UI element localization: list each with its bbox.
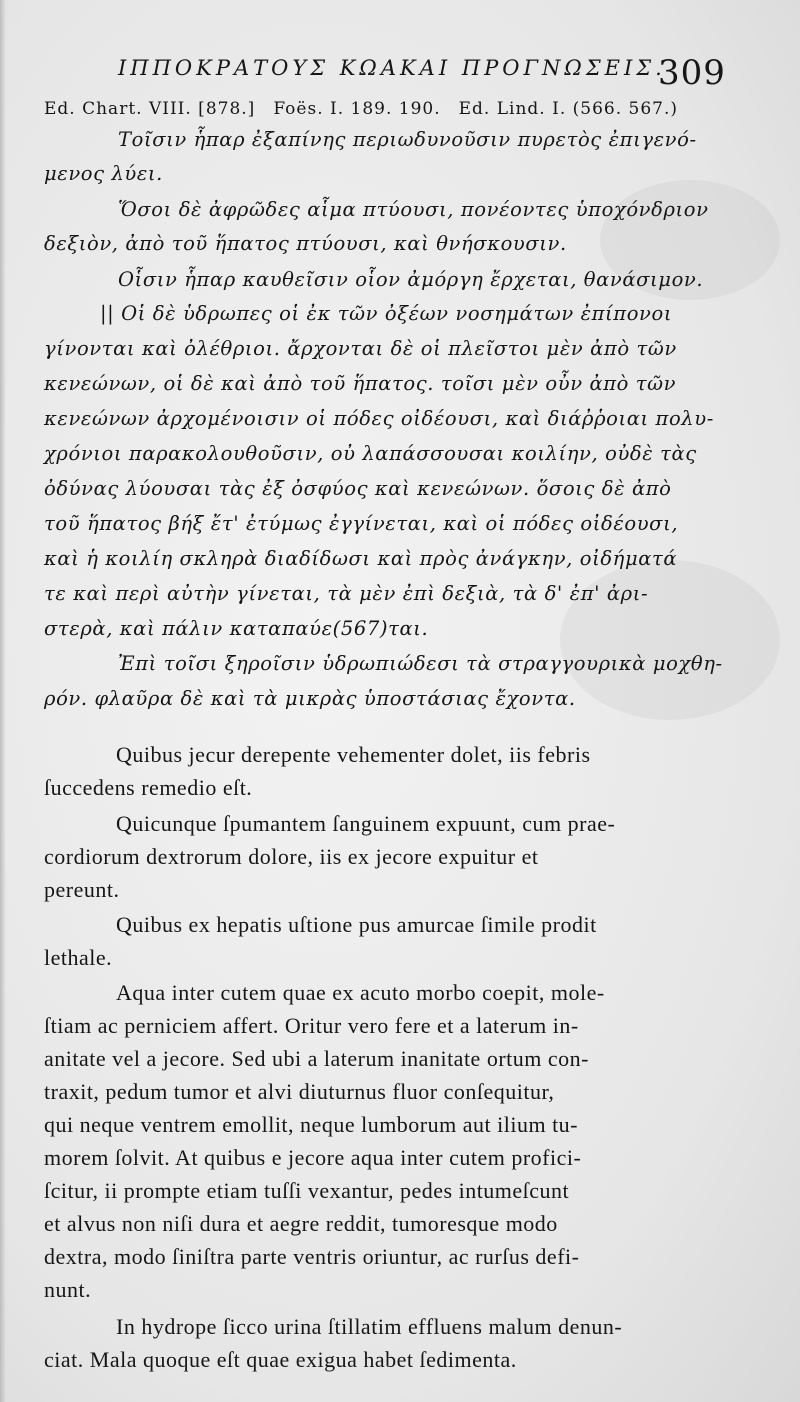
latin-line: ſuccedens remedio eſt.	[44, 775, 253, 800]
greek-line: μενος λύει.	[44, 162, 163, 185]
latin-line: In hydrope ſicco urina ſtillatim effluens malum denun-	[116, 1314, 623, 1339]
page-number: 309	[658, 53, 726, 93]
greek-line: κενεώνων, οἱ δὲ καὶ ἀπὸ τοῦ ἥπατος. τοῖσι μὲν οὖν ἀπὸ τῶν	[44, 372, 677, 395]
greek-line: γίνονται καὶ ὀλέθριοι. ἄρχονται δὲ οἱ πλεῖστοι μὲν ἀπὸ τῶν	[44, 337, 677, 360]
greek-line: τοῦ ἥπατος βήξ ἔτ' ἐτύμως ἐγγίνεται, καὶ οἱ πόδες οἰδέουσι,	[44, 512, 679, 535]
edition-chart-ref: Ed. Chart. VIII. [878.]	[44, 99, 256, 119]
greek-line: τε καὶ περὶ αὐτὴν γίνεται, τὰ μὲν ἐπὶ δεξιὰ, τὰ δ' ἐπ' ἀρι-	[44, 582, 649, 605]
greek-line: ρόν. φλαῦρα δὲ καὶ τὰ μικρὰς ὑποστάσιας ἔχοντα.	[44, 687, 576, 710]
greek-line: δεξιὸν, ἀπὸ τοῦ ἥπατος πτύουσι, καὶ θνήσκουσιν.	[44, 232, 567, 255]
greek-line: || Οἱ δὲ ὑδρωπες οἱ ἐκ τῶν ὀξέων νοσημάτων ἐπίπονοι	[100, 302, 673, 325]
greek-line: Τοῖσιν ἧπαρ ἐξαπίνης περιωδυνοῦσιν πυρετὸς ἐπιγενό-	[118, 128, 697, 151]
latin-line: nunt.	[44, 1277, 92, 1302]
latin-line: morem ſolvit. At quibus e jecore aqua inter cutem profici-	[44, 1145, 582, 1170]
greek-line: χρόνιοι παρακολουθοῦσιν, οὐ λαπάσσουσαι κοιλίην, οὐδὲ τὰς	[44, 442, 697, 465]
edition-reference-line	[44, 99, 678, 119]
latin-line: Aqua inter cutem quae ex acuto morbo coepit, mole-	[116, 980, 605, 1005]
latin-line: pereunt.	[44, 877, 120, 902]
edition-foes-ref: Foës. I. 189. 190.	[273, 99, 441, 119]
page-fold-shadow	[0, 0, 6, 1402]
latin-line: et alvus non niſi dura et aegre reddit, tumoresque modo	[44, 1211, 558, 1236]
latin-line: Quibus ex hepatis uſtione pus amurcae ſimile prodit	[116, 912, 597, 937]
greek-line: καὶ ἡ κοιλίη σκληρὰ διαδίδωσι καὶ πρὸς ἀνάγκην, οἰδήματά	[44, 547, 678, 570]
latin-line: ſtiam ac perniciem affert. Oritur vero fere et a laterum in-	[44, 1013, 579, 1038]
latin-line: qui neque ventrem emollit, neque lumborum aut ilium tu-	[44, 1112, 579, 1137]
greek-line: Οἷσιν ἧπαρ καυθεῖσιν οἷον ἀμόργη ἔρχεται, θανάσιμον.	[118, 268, 704, 291]
latin-line: Quibus jecur derepente vehementer dolet, iis febris	[116, 742, 591, 767]
latin-line: anitate vel a jecore. Sed ubi a laterum inanitate ortum con-	[44, 1046, 589, 1071]
latin-line: ſcitur, ii prompte etiam tuſſi vexantur, pedes intumeſcunt	[44, 1178, 570, 1203]
latin-line: Quicunque ſpumantem ſanguinem expuunt, cum prae-	[116, 811, 616, 836]
latin-line: dextra, modo ſiniſtra parte ventris oriuntur, ac rurſus defi-	[44, 1244, 580, 1269]
latin-line: lethale.	[44, 945, 113, 970]
edition-lind-ref: Ed. Lind. I. (566. 567.)	[458, 99, 678, 119]
greek-line: Ὅσοι δὲ ἀφρῶδες αἷμα πτύουσι, πονέοντες ὑποχόνδριον	[118, 198, 709, 221]
latin-line: cordiorum dextrorum dolore, iis ex jecore expuitur et	[44, 844, 539, 869]
latin-line: traxit, pedum tumor et alvi diuturnus fluor conſequitur,	[44, 1079, 555, 1104]
greek-line: κενεώνων ἀρχομένοισιν οἱ πόδες οἰδέουσι, καὶ διάῤῥοιαι πολυ-	[44, 407, 714, 430]
greek-line: στερὰ, καὶ πάλιν καταπαύε(567)ται.	[44, 617, 429, 640]
greek-line: ὀδύνας λύουσαι τὰς ἐξ ὀσφύος καὶ κενεώνων. ὅσοις δὲ ἀπὸ	[44, 477, 672, 500]
latin-line: ciat. Mala quoque eſt quae exigua habet ſedimenta.	[44, 1347, 517, 1372]
greek-line: Ἐπὶ τοῖσι ξηροῖσιν ὑδρωπιώδεσι τὰ στραγγουρικὰ μοχθη-	[118, 652, 723, 675]
running-title: ΙΠΠΟΚΡΑΤΟΥΣ ΚΩΑΚΑΙ ΠΡΟΓΝΩΣΕΙΣ.	[118, 56, 666, 80]
